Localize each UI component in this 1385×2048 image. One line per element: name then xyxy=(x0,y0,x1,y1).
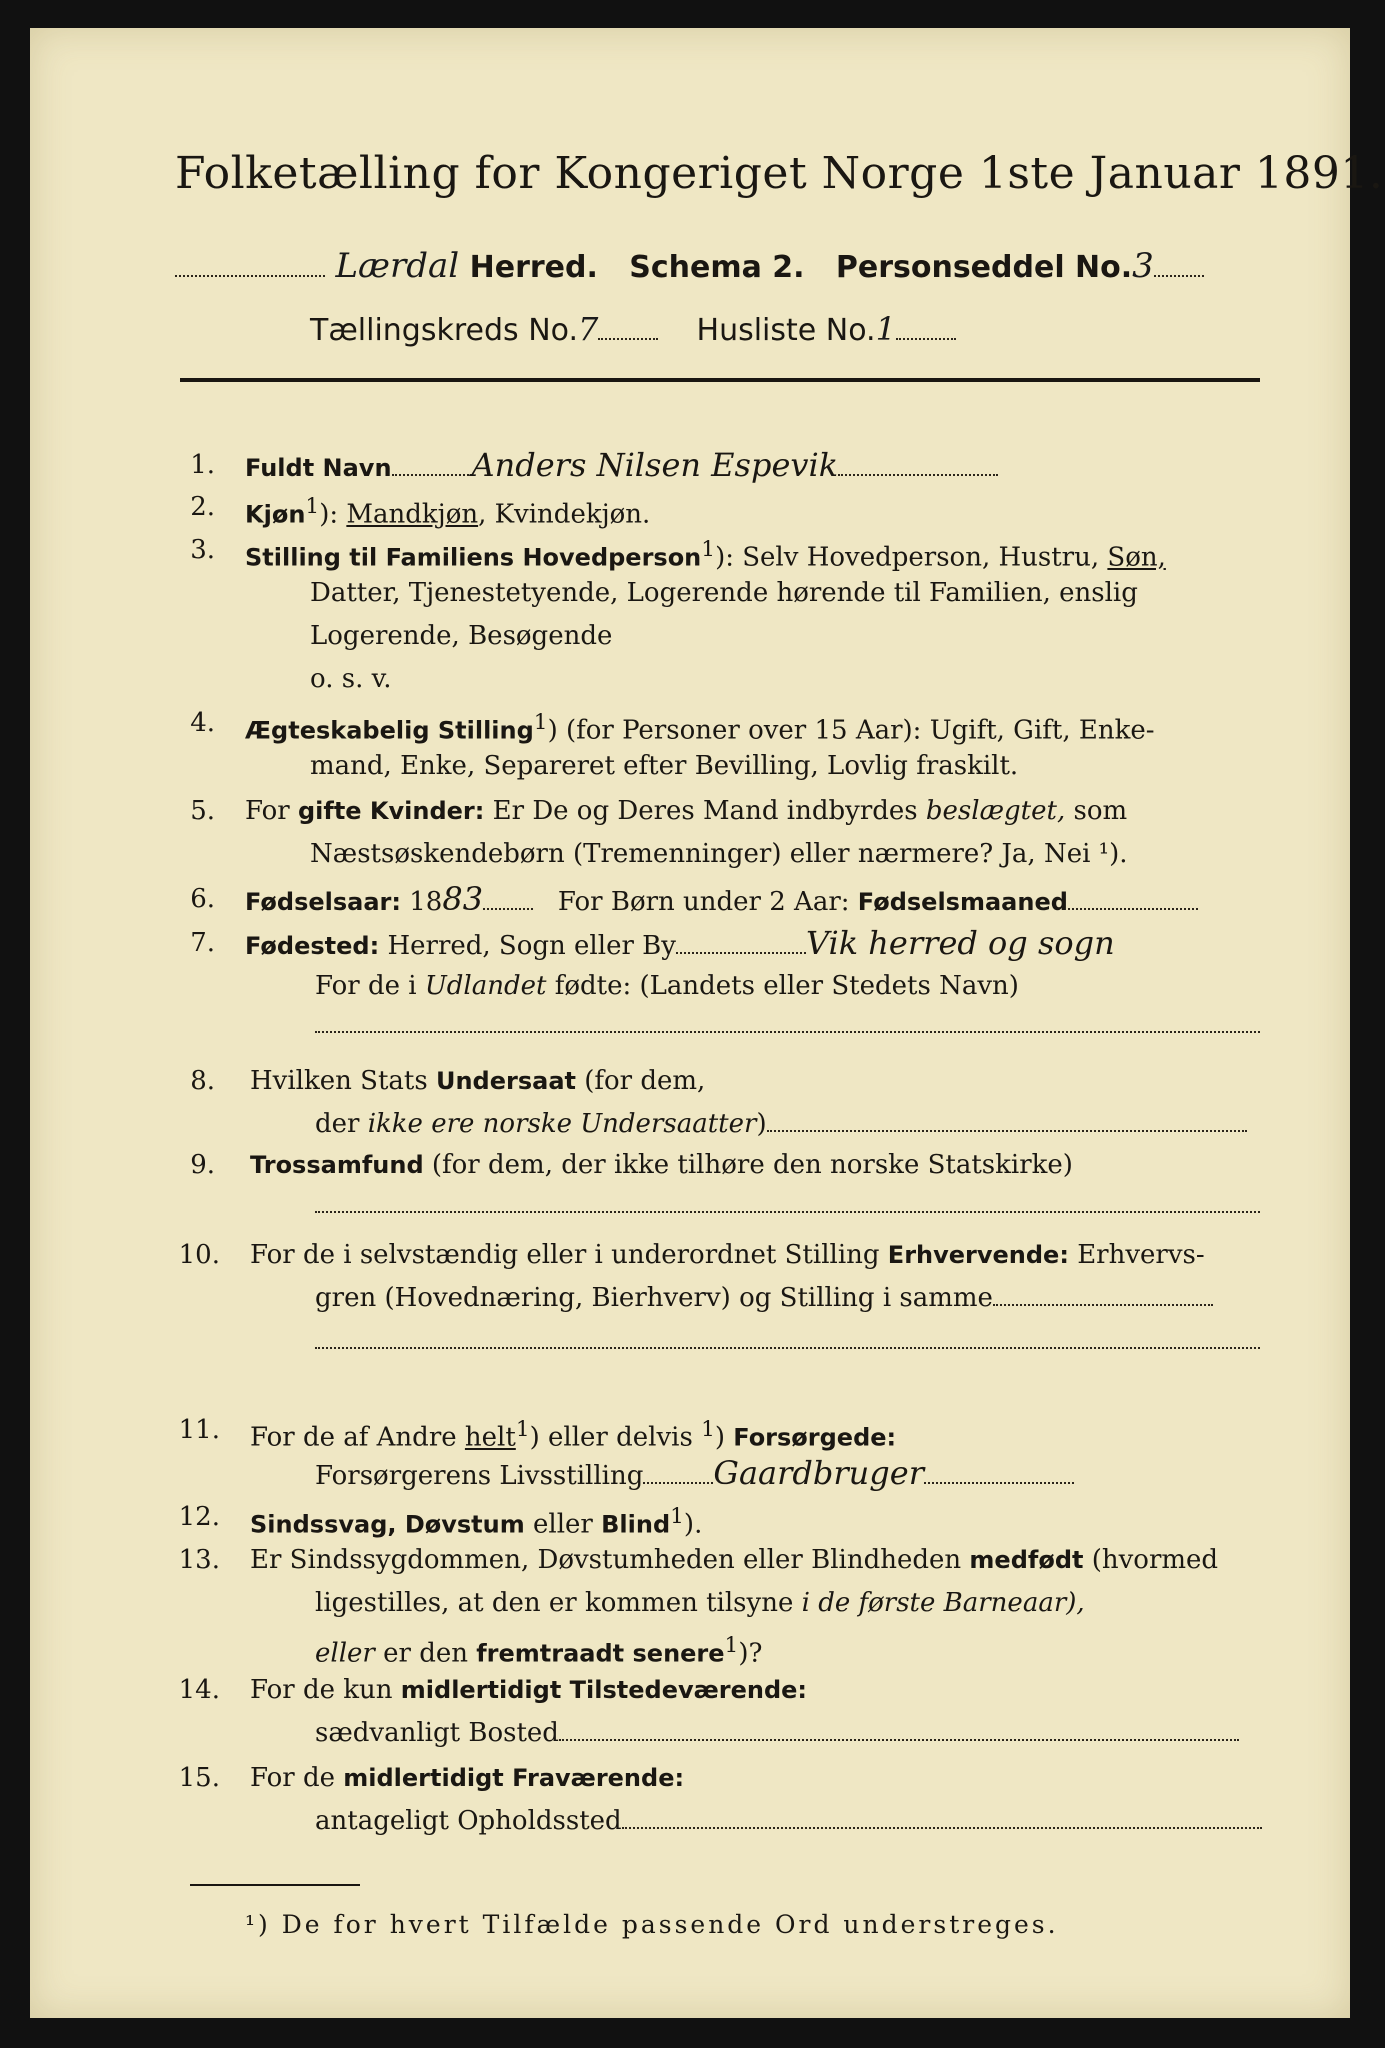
congenital-line3-end: )? xyxy=(738,1638,763,1669)
marital-label: Ægteskabelig Stilling xyxy=(245,716,534,745)
citizenship-line2-end: ) xyxy=(756,1109,767,1139)
footnote-rule xyxy=(190,1884,360,1886)
congenital-line2-italic: i de første Barneaar), xyxy=(801,1588,1085,1618)
birth-year-prefix: 18 xyxy=(401,887,443,917)
citizenship-text: (for dem, xyxy=(575,1066,706,1096)
religion-label: Trossamfund xyxy=(250,1151,424,1179)
citizenship-label: Undersaat xyxy=(435,1067,576,1095)
birth-month-text: For Børn under 2 Aar: xyxy=(557,887,858,917)
form-title: Folketælling for Kongeriget Norge 1ste Januar 1891. xyxy=(175,148,1384,199)
kreds-line xyxy=(310,310,1210,348)
footnote-marker: 1 xyxy=(533,710,548,735)
herred-line xyxy=(175,246,1275,286)
religion-text: (for dem, der ikke tilhøre den norske Statskirke) xyxy=(423,1150,1073,1180)
marital-options: ) (for Personer over 15 Aar): Ugift, Gift, Enke- xyxy=(547,715,1155,746)
abroad-italic: Udlandet xyxy=(424,971,547,1001)
full-name-value: Anders Nilsen Espevik xyxy=(471,446,839,484)
herred-name: Lærdal xyxy=(335,246,460,286)
item-number: 8. xyxy=(190,1066,215,1096)
gender-label: Kjøn xyxy=(245,500,306,529)
item-congenital xyxy=(250,1543,1218,1577)
family-position-line2: Datter, Tjenestetyende, Logerende hørende til Familien, enslig xyxy=(310,578,1138,608)
schema-label: Schema 2. xyxy=(629,250,805,285)
birth-year-label: Fødselsaar: xyxy=(245,888,401,916)
birthplace-abroad xyxy=(315,969,1019,1003)
item-temporary-present xyxy=(250,1673,807,1707)
supported-prefix: For de af Andre xyxy=(250,1422,465,1453)
item-number: 11. xyxy=(178,1415,220,1445)
supported-mid: ) eller delvis xyxy=(529,1422,702,1453)
family-position-son-underlined: Søn, xyxy=(1107,542,1166,573)
blind-label: Blind xyxy=(601,1510,671,1539)
supporter-occupation-value: Gaardbruger xyxy=(713,1454,924,1492)
item-gender xyxy=(245,490,650,532)
disability-label: Sindssvag, Døvstum xyxy=(250,1510,525,1539)
blank-line xyxy=(315,1008,1260,1042)
congenital-line3-italic: eller xyxy=(315,1638,375,1669)
supporter-occupation-label: Forsørgerens Livsstilling xyxy=(315,1461,644,1491)
footnote-marker: 1 xyxy=(701,537,716,562)
item-number: 12. xyxy=(178,1502,220,1532)
congenital-line3: eller er den fremtraadt senere$^1$)? xyxy=(315,1633,763,1669)
abroad-text: fødte: (Landets eller Stedets Navn) xyxy=(546,971,1019,1001)
disability-mid: eller xyxy=(524,1509,602,1540)
item-full-name xyxy=(245,448,998,485)
probable-residence-label: antageligt Opholdssted xyxy=(315,1806,622,1836)
item-married-women xyxy=(245,794,1127,828)
occupation-label: Erhvervende: xyxy=(887,1241,1069,1269)
kreds-label: Tællingskreds No. xyxy=(310,313,578,348)
birthplace-text: Herred, Sogn eller By xyxy=(379,931,676,961)
married-women-italic: beslægtet, xyxy=(925,796,1066,826)
item-birth-year xyxy=(245,882,1198,919)
item-citizenship xyxy=(250,1064,705,1098)
usual-residence-label: sædvanligt Bosted xyxy=(315,1718,559,1748)
gender-text: ): xyxy=(319,499,347,530)
item-disability: Sindssvag, Døvstum eller Blind$^1$). xyxy=(250,1504,703,1540)
occupation-text: Erhvervs- xyxy=(1068,1240,1205,1270)
item-marital xyxy=(245,706,1155,748)
congenital-line2-prefix: ligestilles, at den er kommen tilsyne xyxy=(315,1588,802,1618)
married-women-text-end: som xyxy=(1065,796,1128,826)
citizenship-line2 xyxy=(315,1107,1247,1141)
kreds-number: 7 xyxy=(578,310,599,348)
item-birthplace xyxy=(245,926,1115,963)
item-temporary-absent xyxy=(250,1761,684,1795)
congenital-prefix: Er Sindssygdommen, Døvstumheden eller Blindheden xyxy=(250,1545,970,1575)
item-number: 3. xyxy=(190,535,215,565)
item-number: 14. xyxy=(178,1675,220,1705)
supported-label: Forsørgede: xyxy=(733,1423,897,1452)
husliste-number: 1 xyxy=(875,310,896,348)
disability-end: ). xyxy=(683,1509,703,1540)
married-women-label: gifte Kvinder: xyxy=(297,797,485,825)
herred-label: Herred. xyxy=(469,250,598,285)
temporary-present-label: midlertidigt Tilstedeværende: xyxy=(400,1676,808,1704)
temporary-absent-prefix: For de xyxy=(250,1763,344,1793)
item-number: 10. xyxy=(178,1240,220,1270)
citizenship-prefix: Hvilken Stats xyxy=(250,1066,436,1096)
header-rule xyxy=(180,378,1260,382)
gender-text-female: , Kvindekjøn. xyxy=(478,499,651,530)
married-women-prefix: For xyxy=(245,796,298,826)
married-women-line2: Næstsøskendebørn (Tremenninger) eller nærmere? Ja, Nei ¹). xyxy=(310,839,1128,869)
item-number: 13. xyxy=(178,1545,220,1575)
family-position-options: ): Selv Hovedperson, Hustru, xyxy=(715,542,1108,573)
item-religion xyxy=(250,1148,1073,1182)
supported-post: ) xyxy=(714,1422,734,1453)
blank-line xyxy=(315,1324,1260,1358)
abroad-prefix: For de i xyxy=(315,971,425,1001)
family-position-line3: Logerende, Besøgende xyxy=(310,621,613,651)
census-form xyxy=(30,28,1384,2018)
temporary-present-prefix: For de kun xyxy=(250,1675,401,1705)
personseddel-number: 3 xyxy=(1132,246,1154,286)
family-position-line4: o. s. v. xyxy=(310,664,392,694)
temporary-absent-line2 xyxy=(315,1804,1262,1838)
birthplace-label: Fødested: xyxy=(245,932,380,960)
item-number: 7. xyxy=(190,928,215,958)
item-number: 1. xyxy=(190,450,215,480)
item-number: 4. xyxy=(190,708,215,738)
occupation-line2-text: gren (Hovednæring, Bierhverv) og Stilling i samme xyxy=(315,1283,993,1313)
temporary-present-line2 xyxy=(315,1716,1239,1750)
occupation-prefix: For de i selvstændig eller i underordnet Stilling xyxy=(250,1240,888,1270)
congenital-line3-mid: er den xyxy=(374,1638,477,1669)
item-number: 6. xyxy=(190,884,215,914)
item-supported: For de af Andre helt$^1$) eller delvis $^1$) Forsørgede: xyxy=(250,1417,897,1453)
full-name-label: Fuldt Navn xyxy=(245,454,392,482)
blank-line xyxy=(315,1188,1260,1222)
family-position-label: Stilling til Familiens Hovedperson xyxy=(245,543,702,572)
temporary-absent-label: midlertidigt Fraværende: xyxy=(343,1764,685,1792)
item-number: 2. xyxy=(190,492,215,522)
birthplace-value: Vik herred og sogn xyxy=(805,924,1115,962)
gender-male-underlined: Mandkjøn xyxy=(346,499,479,530)
birth-year-value: 83 xyxy=(442,880,484,918)
item-family-position xyxy=(245,533,1166,575)
item-occupation xyxy=(250,1238,1205,1272)
birth-month-label: Fødselsmaaned xyxy=(857,888,1068,916)
husliste-label: Husliste No. xyxy=(696,313,876,348)
marital-line2: mand, Enke, Separeret efter Bevilling, Lovlig fraskilt. xyxy=(310,751,1019,781)
married-women-text: Er De og Deres Mand indbyrdes xyxy=(484,796,926,826)
personseddel-label: Personseddel No. xyxy=(835,250,1133,285)
congenital-line2 xyxy=(315,1586,1085,1620)
item-number: 5. xyxy=(190,796,215,826)
item-number: 9. xyxy=(190,1150,215,1180)
congenital-text: (hvormed xyxy=(1083,1545,1219,1575)
congenital-label: medfødt xyxy=(969,1546,1084,1574)
item-number: 15. xyxy=(178,1763,220,1793)
footnote: ¹) De for hvert Tilfælde passende Ord understreges. xyxy=(245,1910,1059,1939)
occupation-line2 xyxy=(315,1281,1213,1315)
later-onset-label: fremtraadt senere xyxy=(476,1639,725,1668)
footnote-marker: 1 xyxy=(305,494,320,519)
citizenship-line2-italic: ikke ere norske Undersaatter xyxy=(367,1109,757,1139)
supported-line2 xyxy=(315,1456,1074,1493)
supported-helt-underlined: helt xyxy=(464,1422,516,1453)
citizenship-line2-prefix: der xyxy=(315,1109,368,1139)
